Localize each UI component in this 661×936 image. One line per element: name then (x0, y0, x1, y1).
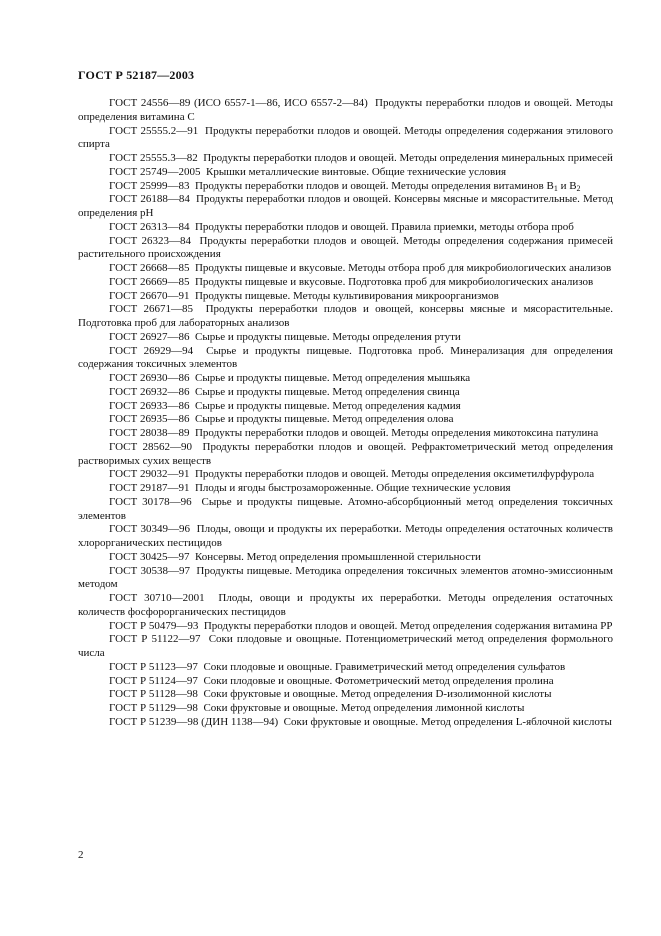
standard-title: Продукты пищевые и вкусовые. Подготовка проб для микробиологических анализов (194, 275, 594, 288)
reference-entry (78, 413, 613, 427)
page-number: 2 (78, 849, 84, 861)
standard-title: Продукты переработки плодов и овощей. Метод определения содержания витамина РР (203, 619, 613, 632)
standard-number: ГОСТ 25555.2—91 (109, 124, 199, 137)
standard-title: Соки фруктовые и овощные. Метод определения D-изолимонной кислоты (203, 688, 552, 701)
reference-entry (78, 565, 613, 593)
reference-entry (78, 386, 613, 400)
reference-entry (78, 180, 613, 194)
standard-title: Продукты переработки плодов и овощей. Методы определения оксиметилфурфурола (194, 468, 595, 481)
standard-number: ГОСТ 25999—83 (109, 179, 190, 192)
standard-title: Продукты переработки плодов и овощей. Консервы мясные и мясорастительные. Метод определения рН (78, 193, 613, 219)
standard-title: Продукты переработки плодов и овощей. Рефрактометрический метод определения растворимых сухих веществ (78, 440, 614, 467)
standard-number: ГОСТ 26671—85 (109, 303, 194, 316)
reference-entry (78, 235, 613, 263)
subscript: 1 (553, 183, 558, 193)
standard-number: ГОСТ 30178—96 (109, 495, 192, 508)
standard-number: ГОСТ 29187—91 (109, 482, 190, 494)
standard-title: Сырье и продукты пищевые. Методы определения ртути (194, 330, 461, 343)
reference-entry (78, 276, 613, 290)
standard-number: ГОСТ 26933—86 (109, 399, 190, 412)
standard-number: ГОСТ 25749—2005 (109, 165, 201, 178)
standard-title: Крышки металлические винтовые. Общие технические условия (205, 165, 507, 178)
standard-title: Плоды и ягоды быстрозамороженные. Общие технические условия (194, 482, 511, 494)
standard-number: ГОСТ 25555.3—82 (109, 152, 198, 164)
standard-number: ГОСТ 30349—96 (109, 523, 191, 536)
standard-number: ГОСТ 30710—2001 (109, 592, 205, 604)
standard-title: Сырье и продукты пищевые. Метод определения свинца (194, 385, 460, 398)
standard-number: ГОСТ 26670—91 (109, 289, 190, 302)
standard-title: Продукты пищевые и вкусовые. Методы отбора проб для микробиологических анализов (194, 262, 612, 274)
reference-entry (78, 221, 613, 235)
standard-title: Плоды, овощи и продукты их переработки. Методы определения остаточных количеств фосфорорганических пестицидов (78, 592, 613, 618)
standard-title: Продукты переработки плодов и овощей. Методы определения содержания этилового спирта (78, 124, 613, 151)
standard-number: ГОСТ Р 51122—97 (109, 633, 201, 646)
standard-title: Сырье и продукты пищевые. Метод определения кадмия (194, 399, 461, 412)
standard-number: ГОСТ 26930—86 (109, 372, 190, 384)
reference-entry (78, 290, 613, 304)
standard-number: ГОСТ 26669—85 (109, 275, 190, 288)
standard-number: ГОСТ 24556—89 (ИСО 6557-1—86, ИСО 6557-2—84) (109, 97, 368, 109)
reference-entry (78, 441, 613, 469)
standards-list (78, 97, 613, 730)
standard-title: Плоды, овощи и продукты их переработки. Методы определения остаточных количеств хлорорганических пестицидов (78, 523, 613, 549)
reference-entry (78, 716, 613, 730)
standard-number: ГОСТ Р 51129—98 (109, 702, 198, 714)
standard-number: ГОСТ 30425—97 (109, 550, 190, 563)
standard-title: Продукты переработки плодов и овощей. Методы определения содержания примесей растительного происхождения (78, 234, 613, 261)
standard-title: Продукты переработки плодов и овощей. Методы определения микотоксина патулина (194, 427, 599, 439)
standard-number: ГОСТ 26932—86 (109, 385, 190, 398)
standard-title: Сырье и продукты пищевые. Подготовка проб. Минерализация для определения содержания токсичных элементов (78, 344, 613, 371)
standard-title: Продукты переработки плодов и овощей. Методы определения витаминов В (194, 179, 554, 192)
reference-entry (78, 496, 613, 524)
standard-number: ГОСТ Р 50479—93 (109, 619, 199, 632)
standard-title: Соки плодовые и овощные. Гравиметрический метод определения сульфатов (203, 660, 566, 673)
reference-entry (78, 427, 613, 441)
standard-number: ГОСТ 28038—89 (109, 427, 190, 439)
reference-entry (78, 551, 613, 565)
reference-entry (78, 166, 613, 180)
standard-number: ГОСТ 26668—85 (109, 262, 190, 274)
standard-title: Продукты переработки плодов и овощей. Методы определения минеральных примесей (203, 152, 613, 164)
reference-entry (78, 262, 613, 276)
reference-entry (78, 303, 613, 331)
standard-title-continued: и В (557, 179, 577, 192)
standard-number: ГОСТ 26323—84 (109, 234, 191, 247)
page-header-title: ГОСТ Р 52187—2003 (78, 68, 195, 82)
standard-title: Соки фруктовые и овощные. Метод определения лимонной кислоты (203, 702, 525, 714)
standard-number: ГОСТ 26313—84 (109, 220, 190, 233)
standard-title: Соки фруктовые и овощные. Метод определения L-яблочной кислоты (283, 715, 612, 728)
reference-entry (78, 345, 613, 373)
reference-entry (78, 523, 613, 551)
reference-entry (78, 688, 613, 702)
reference-entry (78, 675, 613, 689)
reference-entry (78, 372, 613, 386)
reference-entry (78, 331, 613, 345)
standard-title: Продукты пищевые. Методика определения токсичных элементов атомно-эмиссионным методом (78, 564, 614, 591)
standard-title: Продукты пищевые. Методы культивирования микроорганизмов (194, 289, 499, 302)
standard-number: ГОСТ 26188—84 (109, 193, 190, 206)
standard-title: Соки плодовые и овощные. Потенциометрический метод определения формольного числа (78, 633, 613, 659)
standard-title: Сырье и продукты пищевые. Атомно-абсорбционный метод определения токсичных элементов (78, 495, 613, 522)
subscript: 2 (576, 183, 581, 193)
reference-entry (78, 702, 613, 716)
standard-number: ГОСТ 26935—86 (109, 413, 190, 426)
standard-number: ГОСТ 26929—94 (109, 344, 194, 357)
reference-entry (78, 661, 613, 675)
reference-entry (78, 482, 613, 496)
standard-title: Продукты переработки плодов и овощей. Правила приемки, методы отбора проб (194, 220, 574, 233)
reference-entry (78, 125, 613, 153)
reference-entry (78, 468, 613, 482)
standard-number: ГОСТ Р 51128—98 (109, 688, 198, 701)
standard-title: Сырье и продукты пищевые. Метод определения мышьяка (194, 372, 471, 384)
standard-title: Сырье и продукты пищевые. Метод определения олова (194, 413, 454, 426)
standard-number: ГОСТ Р 51124—97 (109, 674, 198, 687)
standard-number: ГОСТ Р 51123—97 (109, 660, 198, 673)
standard-title: Соки плодовые и овощные. Фотометрический метод определения пролина (203, 674, 554, 687)
standard-number: ГОСТ Р 51239—98 (ДИН 1138—94) (109, 715, 279, 728)
reference-entry (78, 152, 613, 166)
standard-title: Консервы. Метод определения промышленной стерильности (194, 550, 481, 563)
reference-entry (78, 400, 613, 414)
standard-number: ГОСТ 29032—91 (109, 468, 190, 481)
standard-title: Продукты переработки плодов и овощей, консервы мясные и мясорастительные. Подготовка проб для лабораторных анализов (78, 303, 613, 329)
standard-number: ГОСТ 28562—90 (109, 440, 192, 453)
reference-entry (78, 193, 613, 221)
reference-entry (78, 97, 613, 125)
standard-number: ГОСТ 26927—86 (109, 330, 190, 343)
reference-entry (78, 620, 613, 634)
reference-entry (78, 592, 613, 620)
standard-title: Продукты переработки плодов и овощей. Методы определения витамина С (78, 97, 613, 123)
standard-number: ГОСТ 30538—97 (109, 564, 190, 577)
reference-entry (78, 633, 613, 661)
